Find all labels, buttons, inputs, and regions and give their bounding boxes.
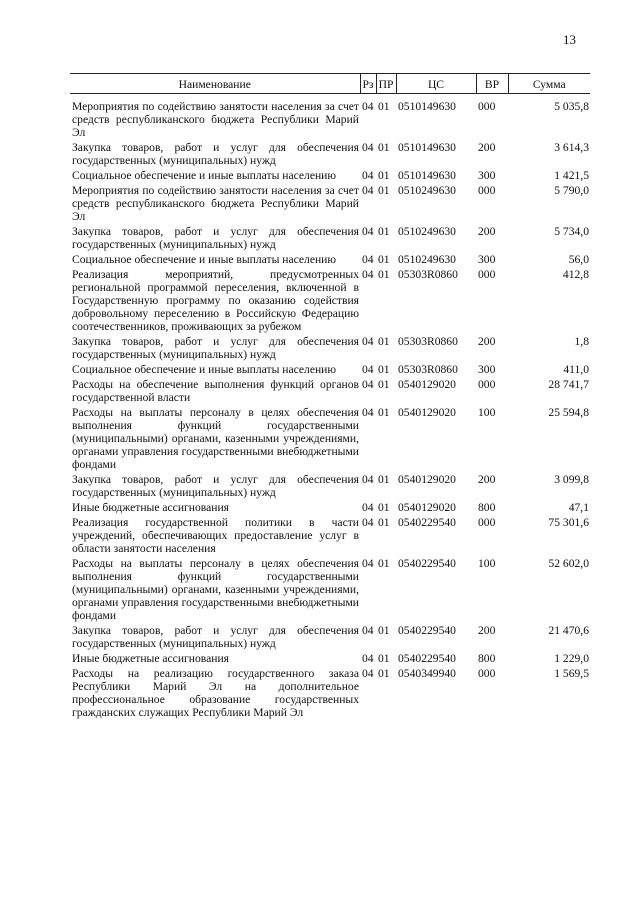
row-rz: 04 — [362, 268, 374, 281]
row-rz: 04 — [362, 473, 374, 486]
row-cs: 05303R0860 — [398, 363, 458, 376]
table-row — [70, 362, 590, 377]
row-cs: 0540229540 — [398, 557, 456, 570]
row-vr: 300 — [478, 169, 496, 182]
row-pr: 01 — [378, 557, 390, 570]
row-rz: 04 — [362, 501, 374, 514]
row-sum: 412,8 — [562, 268, 589, 281]
row-pr: 01 — [378, 652, 390, 665]
row-cs: 0540349940 — [398, 667, 456, 680]
row-sum: 1,8 — [574, 335, 589, 348]
header-name: Наименование — [70, 74, 360, 94]
header-rz: Рз — [360, 74, 376, 94]
table-row — [70, 252, 590, 267]
row-pr: 01 — [378, 363, 390, 376]
row-cs: 0510149630 — [398, 100, 456, 113]
row-vr: 300 — [478, 253, 496, 266]
header-cs: ЦС — [396, 74, 476, 94]
row-name: Социальное обеспечение и иные выплаты населению — [72, 253, 337, 266]
row-vr: 100 — [478, 406, 496, 419]
row-pr: 01 — [378, 667, 390, 680]
row-pr: 01 — [378, 184, 390, 197]
row-vr: 200 — [478, 225, 496, 238]
row-vr: 200 — [478, 141, 496, 154]
row-name: Расходы на обеспечение выполнения функций органов государственной власти — [72, 378, 359, 404]
table-row — [70, 623, 590, 651]
table-row — [70, 556, 590, 623]
row-vr: 000 — [478, 100, 496, 113]
table-row — [70, 405, 590, 472]
row-cs: 0540229540 — [398, 624, 456, 637]
row-vr: 000 — [478, 184, 496, 197]
row-sum: 1 229,0 — [554, 652, 589, 665]
row-pr: 01 — [378, 100, 390, 113]
row-rz: 04 — [362, 516, 374, 529]
row-name: Социальное обеспечение и иные выплаты населению — [72, 169, 337, 182]
row-sum: 1 569,5 — [554, 667, 589, 680]
row-cs: 0510149630 — [398, 169, 456, 182]
row-vr: 800 — [478, 652, 496, 665]
row-rz: 04 — [362, 141, 374, 154]
row-rz: 04 — [362, 624, 374, 637]
row-vr: 100 — [478, 557, 496, 570]
row-vr: 000 — [478, 516, 496, 529]
row-rz: 04 — [362, 557, 374, 570]
row-name: Закупка товаров, работ и услуг для обеспечения государственных (муниципальных) нужд — [72, 624, 359, 650]
row-sum: 1 421,5 — [554, 169, 589, 182]
row-vr: 200 — [478, 624, 496, 637]
table-row — [70, 94, 590, 141]
row-rz: 04 — [362, 100, 374, 113]
row-sum: 52 602,0 — [548, 557, 589, 570]
table-row — [70, 472, 590, 500]
row-rz: 04 — [362, 406, 374, 419]
row-name: Иные бюджетные ассигнования — [72, 501, 229, 514]
row-name: Расходы на выплаты персоналу в целях обеспечения выполнения функций государственными (муниципальными) органами, казенными учреждениями, органами управления государственными внебюджетными фондами — [72, 406, 359, 471]
row-name: Реализация мероприятий, предусмотренных региональной программой переселения, включенной в Государственную программу по оказанию содействия добровольному переселению в Российскую Федерацию соотечественников, проживающих за рубежом — [72, 268, 359, 333]
header-sum: Сумма — [508, 74, 590, 94]
table-row — [70, 666, 590, 720]
row-name: Закупка товаров, работ и услуг для обеспечения государственных (муниципальных) нужд — [72, 335, 359, 361]
row-sum: 25 594,8 — [548, 406, 589, 419]
row-name: Расходы на выплаты персоналу в целях обеспечения выполнения функций государственными (муниципальными) органами, казенными учреждениями, органами управления государственными внебюджетными фондами — [72, 557, 359, 622]
row-sum: 411,0 — [563, 363, 589, 376]
row-cs: 05303R0860 — [398, 268, 458, 281]
row-sum: 5 035,8 — [554, 100, 589, 113]
row-vr: 000 — [478, 268, 496, 281]
row-sum: 5 790,0 — [554, 184, 589, 197]
table-row — [70, 183, 590, 224]
row-sum: 75 301,6 — [548, 516, 589, 529]
row-cs: 0540129020 — [398, 501, 456, 514]
table-row — [70, 651, 590, 666]
row-sum: 5 734,0 — [554, 225, 589, 238]
row-name: Расходы на реализацию государственного заказа Республики Марий Эл на дополнительное профессиональное образование государственных гражданских служащих Республики Марий Эл — [72, 667, 359, 719]
table-row — [70, 500, 590, 515]
row-name: Социальное обеспечение и иные выплаты населению — [72, 363, 337, 376]
budget-table — [70, 73, 590, 720]
table-row — [70, 140, 590, 168]
table-row — [70, 515, 590, 556]
row-name: Реализация государственной политики в части учреждений, обеспечивающих предоставление услуг в области занятости населения — [72, 516, 359, 555]
row-sum: 56,0 — [568, 253, 589, 266]
row-cs: 0510149630 — [398, 141, 456, 154]
row-pr: 01 — [378, 378, 390, 391]
row-name: Иные бюджетные ассигнования — [72, 652, 229, 665]
page-number: 13 — [563, 32, 576, 47]
row-vr: 200 — [478, 335, 496, 348]
row-pr: 01 — [378, 225, 390, 238]
row-cs: 0510249630 — [398, 225, 456, 238]
row-rz: 04 — [362, 667, 374, 680]
row-sum: 28 741,7 — [548, 378, 589, 391]
row-vr: 800 — [478, 501, 496, 514]
row-cs: 05303R0860 — [398, 335, 458, 348]
row-pr: 01 — [378, 268, 390, 281]
table-row — [70, 267, 590, 334]
table-row — [70, 377, 590, 405]
row-sum: 21 470,6 — [548, 624, 589, 637]
row-rz: 04 — [362, 378, 374, 391]
table-row — [70, 334, 590, 362]
row-pr: 01 — [378, 141, 390, 154]
row-name: Закупка товаров, работ и услуг для обеспечения государственных (муниципальных) нужд — [72, 473, 359, 499]
row-pr: 01 — [378, 516, 390, 529]
row-cs: 0510249630 — [398, 184, 456, 197]
row-cs: 0540129020 — [398, 378, 456, 391]
row-vr: 000 — [478, 667, 496, 680]
row-pr: 01 — [378, 406, 390, 419]
row-name: Мероприятия по содействию занятости населения за счет средств республиканского бюджета Республики Марий Эл — [72, 184, 359, 223]
row-vr: 300 — [478, 363, 496, 376]
row-cs: 0510249630 — [398, 253, 456, 266]
row-rz: 04 — [362, 363, 374, 376]
header-pr: ПР — [376, 74, 396, 94]
row-cs: 0540229540 — [398, 652, 456, 665]
row-name: Мероприятия по содействию занятости населения за счет средств республиканского бюджета Республики Марий Эл — [72, 100, 359, 139]
row-sum: 3 614,3 — [554, 141, 589, 154]
row-sum: 47,1 — [568, 501, 589, 514]
row-name: Закупка товаров, работ и услуг для обеспечения государственных (муниципальных) нужд — [72, 225, 359, 251]
row-rz: 04 — [362, 652, 374, 665]
table-row — [70, 224, 590, 252]
row-pr: 01 — [378, 335, 390, 348]
row-pr: 01 — [378, 624, 390, 637]
table-header-row — [70, 74, 590, 94]
row-pr: 01 — [378, 169, 390, 182]
row-rz: 04 — [362, 335, 374, 348]
header-vr: ВР — [476, 74, 508, 94]
row-rz: 04 — [362, 253, 374, 266]
row-vr: 000 — [478, 378, 496, 391]
row-cs: 0540129020 — [398, 406, 456, 419]
row-rz: 04 — [362, 169, 374, 182]
row-pr: 01 — [378, 501, 390, 514]
row-pr: 01 — [378, 473, 390, 486]
row-cs: 0540129020 — [398, 473, 456, 486]
row-cs: 0540229540 — [398, 516, 456, 529]
row-pr: 01 — [378, 253, 390, 266]
row-name: Закупка товаров, работ и услуг для обеспечения государственных (муниципальных) нужд — [72, 141, 359, 167]
table-row — [70, 168, 590, 183]
row-vr: 200 — [478, 473, 496, 486]
row-rz: 04 — [362, 225, 374, 238]
row-sum: 3 099,8 — [554, 473, 589, 486]
row-rz: 04 — [362, 184, 374, 197]
